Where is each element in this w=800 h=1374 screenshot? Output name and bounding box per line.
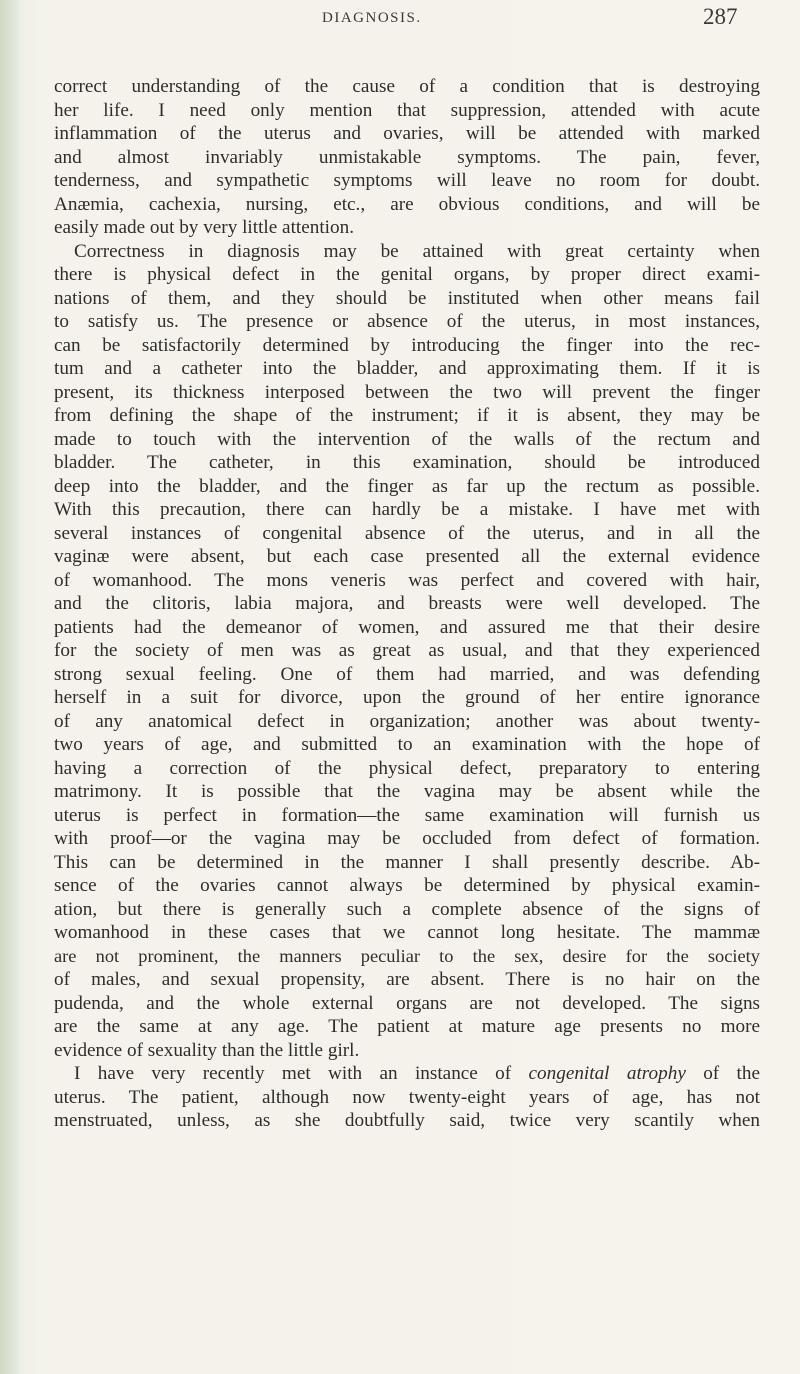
text-line: menstruated, unless, as she doubtfully said, twice very scantily when [54, 1110, 760, 1131]
text-line: present, its thickness interposed between the two will prevent the finger [54, 381, 760, 403]
text-line: bladder. The catheter, in this examination, should be introduced [54, 452, 760, 473]
text-line: are the same at any age. The patient at mature age presents no more [54, 1016, 760, 1037]
text-line: and the clitoris, labia majora, and breasts were well developed. The [54, 593, 760, 614]
running-head: DIAGNOSIS. [322, 10, 422, 26]
page-gutter-shadow [0, 0, 22, 1374]
text-line: several instances of congenital absence of the uterus, and in all the [54, 522, 760, 544]
text-line: uterus. The patient, although now twenty-eight years of age, has not [54, 1086, 760, 1108]
text-line: of womanhood. The mons veneris was perfect and covered with hair, [54, 569, 760, 591]
text-line: With this precaution, there can hardly be a mistake. I have met with [54, 499, 760, 520]
text-line: evidence of sexuality than the little girl. [54, 1039, 360, 1061]
text-line: Correctness in diagnosis may be attained with great certainty when [74, 240, 760, 262]
text-line: nations of them, and they should be instituted when other means fail [54, 287, 760, 309]
text-line: sence of the ovaries cannot always be determined by physical examin- [54, 875, 760, 896]
text-segment: of the [685, 1063, 760, 1084]
text-line: pudenda, and the whole external organs are not developed. The signs [54, 992, 760, 1014]
text-line: This can be determined in the manner I shall presently describe. Ab- [54, 851, 760, 873]
text-line: with proof—or the vagina may be occluded from defect of formation. [54, 828, 760, 849]
text-line: and almost invariably unmistakable symptoms. The pain, fever, [54, 146, 760, 168]
text-line: to satisfy us. The presence or absence of the uterus, in most instances, [54, 311, 760, 332]
text-line: herself in a suit for divorce, upon the ground of her entire ignorance [54, 687, 760, 708]
text-line: her life. I need only mention that suppression, attended with acute [54, 99, 760, 121]
text-line: are not prominent, the manners peculiar to the sex, desire for the society [54, 945, 760, 966]
text-line: of males, and sexual propensity, are absent. There is no hair on the [54, 969, 760, 990]
text-line: of any anatomical defect in organization; another was about twenty- [54, 710, 760, 732]
text-line: matrimony. It is possible that the vagina may be absent while the [54, 781, 760, 802]
text-line: for the society of men was as great as usual, and that they experienced [54, 640, 760, 661]
text-line [54, 1062, 760, 1086]
text-line: there is physical defect in the genital organs, by proper direct exami- [54, 264, 760, 285]
text-line: strong sexual feeling. One of them had married, and was defending [54, 663, 760, 685]
text-line: can be satisfactorily determined by introducing the finger into the rec- [54, 334, 760, 356]
page-number: 287 [703, 4, 738, 29]
text-line: tenderness, and sympathetic symptoms will leave no room for doubt. [54, 170, 760, 191]
text-line: deep into the bladder, and the finger as far up the rectum as possible. [54, 475, 760, 497]
body-text [54, 75, 760, 1133]
text-line: ation, but there is generally such a complete absence of the signs of [54, 898, 760, 920]
text-line: Anæmia, cachexia, nursing, etc., are obvious conditions, and will be [54, 193, 760, 215]
page-header [0, 2, 800, 36]
text-line: uterus is perfect in formation—the same examination will furnish us [54, 804, 760, 826]
text-line: patients had the demeanor of women, and assured me that their desire [54, 616, 760, 638]
text-line: easily made out by very little attention. [54, 217, 354, 238]
text-line: tum and a catheter into the bladder, and approximating them. If it is [54, 358, 760, 379]
text-line: two years of age, and submitted to an examination with the hope of [54, 734, 760, 755]
text-line: correct understanding of the cause of a condition that is destroying [54, 76, 760, 97]
text-line: inflammation of the uterus and ovaries, will be attended with marked [54, 123, 760, 144]
text-line: made to touch with the intervention of the walls of the rectum and [54, 428, 760, 450]
text-segment: I have very recently met with an instance of [74, 1063, 529, 1084]
text-line: vaginæ were absent, but each case presented all the external evidence [54, 546, 760, 567]
italic-term: congenital atrophy [528, 1063, 686, 1084]
text-line: womanhood in these cases that we cannot long hesitate. The mammæ [54, 922, 760, 943]
text-line: from defining the shape of the instrument; if it is absent, they may be [54, 405, 760, 426]
text-line: having a correction of the physical defect, preparatory to entering [54, 757, 760, 779]
